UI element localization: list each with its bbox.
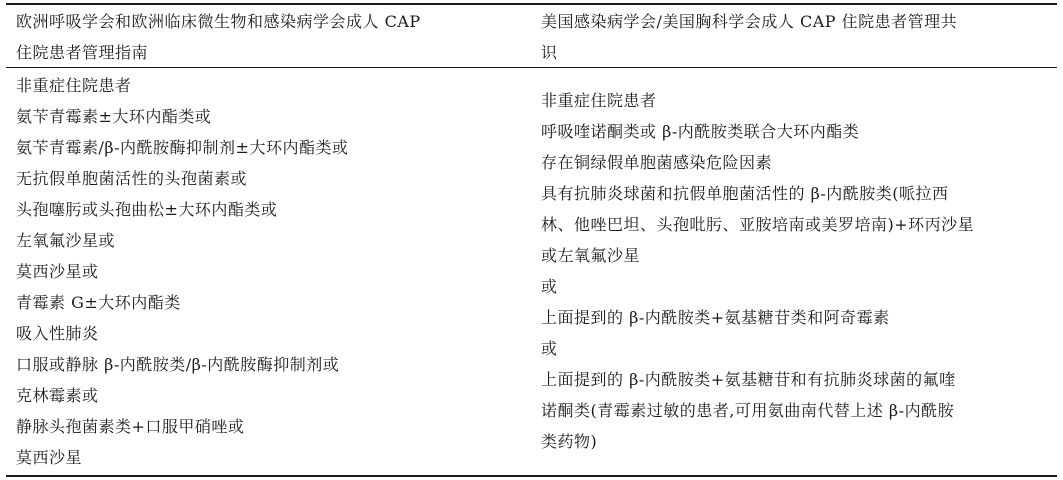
- table-row: 吸入性肺炎: [16, 324, 99, 343]
- table-row: 非重症住院患者: [16, 76, 132, 95]
- table-row: 左氧氟沙星或: [16, 231, 116, 250]
- table-row: 或: [541, 277, 558, 296]
- header-line: 住院患者管理指南: [16, 43, 149, 62]
- table-row: 无抗假单胞菌活性的头孢菌素或: [16, 169, 248, 188]
- header-cell-america: [541, 6, 1053, 68]
- table-row: 氨苄青霉素±大环内酯类或: [16, 107, 212, 126]
- table-row: 存在铜绿假单胞菌感染危险因素: [541, 153, 773, 172]
- table-row: 上面提到的 β-内酰胺类+氨基糖苷和有抗肺炎球菌的氟喹: [541, 370, 956, 389]
- table-row: 具有抗肺炎球菌和抗假单胞菌活性的 β-内酰胺类(哌拉西: [541, 184, 949, 203]
- table-row: 莫西沙星或: [16, 262, 99, 281]
- header-line: 欧洲呼吸学会和欧洲临床微生物和感染病学会成人 CAP: [16, 12, 421, 31]
- table-row: 头孢噻肟或头孢曲松±大环内酯类或: [16, 200, 278, 219]
- table-row: 诺酮类(青霉素过敏的患者,可用氨曲南代替上述 β-内酰胺: [541, 401, 955, 420]
- table-bottom-rule: [6, 475, 1057, 477]
- table-row: 青霉素 G±大环内酯类: [16, 293, 181, 312]
- header-cell-europe: [16, 6, 526, 68]
- table-top-rule: [6, 3, 1057, 5]
- table-row: 林、他唑巴坦、头孢吡肟、亚胺培南或美罗培南)+环丙沙星: [541, 215, 975, 234]
- table-row: 非重症住院患者: [541, 91, 657, 110]
- body-cell-america: [541, 85, 1053, 457]
- table-row: 克林霉素或: [16, 386, 99, 405]
- table-row: 呼吸喹诺酮类或 β-内酰胺类联合大环内酯类: [541, 122, 860, 141]
- table-row: 静脉头孢菌素类+口服甲硝唑或: [16, 417, 245, 436]
- table-row: 莫西沙星: [16, 448, 83, 467]
- table-row: 类药物): [541, 432, 598, 451]
- table-row: 氨苄青霉素/β-内酰胺酶抑制剂±大环内酯类或: [16, 138, 349, 157]
- table-row: 或: [541, 339, 558, 358]
- table-header-rule: [6, 67, 1057, 68]
- table-row: 或左氧氟沙星: [541, 246, 641, 265]
- header-line: 识: [541, 43, 558, 62]
- header-line: 美国感染病学会/美国胸科学会成人 CAP 住院患者管理共: [541, 12, 958, 31]
- table-row: 口服或静脉 β-内酰胺类/β-内酰胺酶抑制剂或: [16, 355, 340, 374]
- table-row: 上面提到的 β-内酰胺类+氨基糖苷类和阿奇霉素: [541, 308, 890, 327]
- body-cell-europe: [16, 70, 526, 473]
